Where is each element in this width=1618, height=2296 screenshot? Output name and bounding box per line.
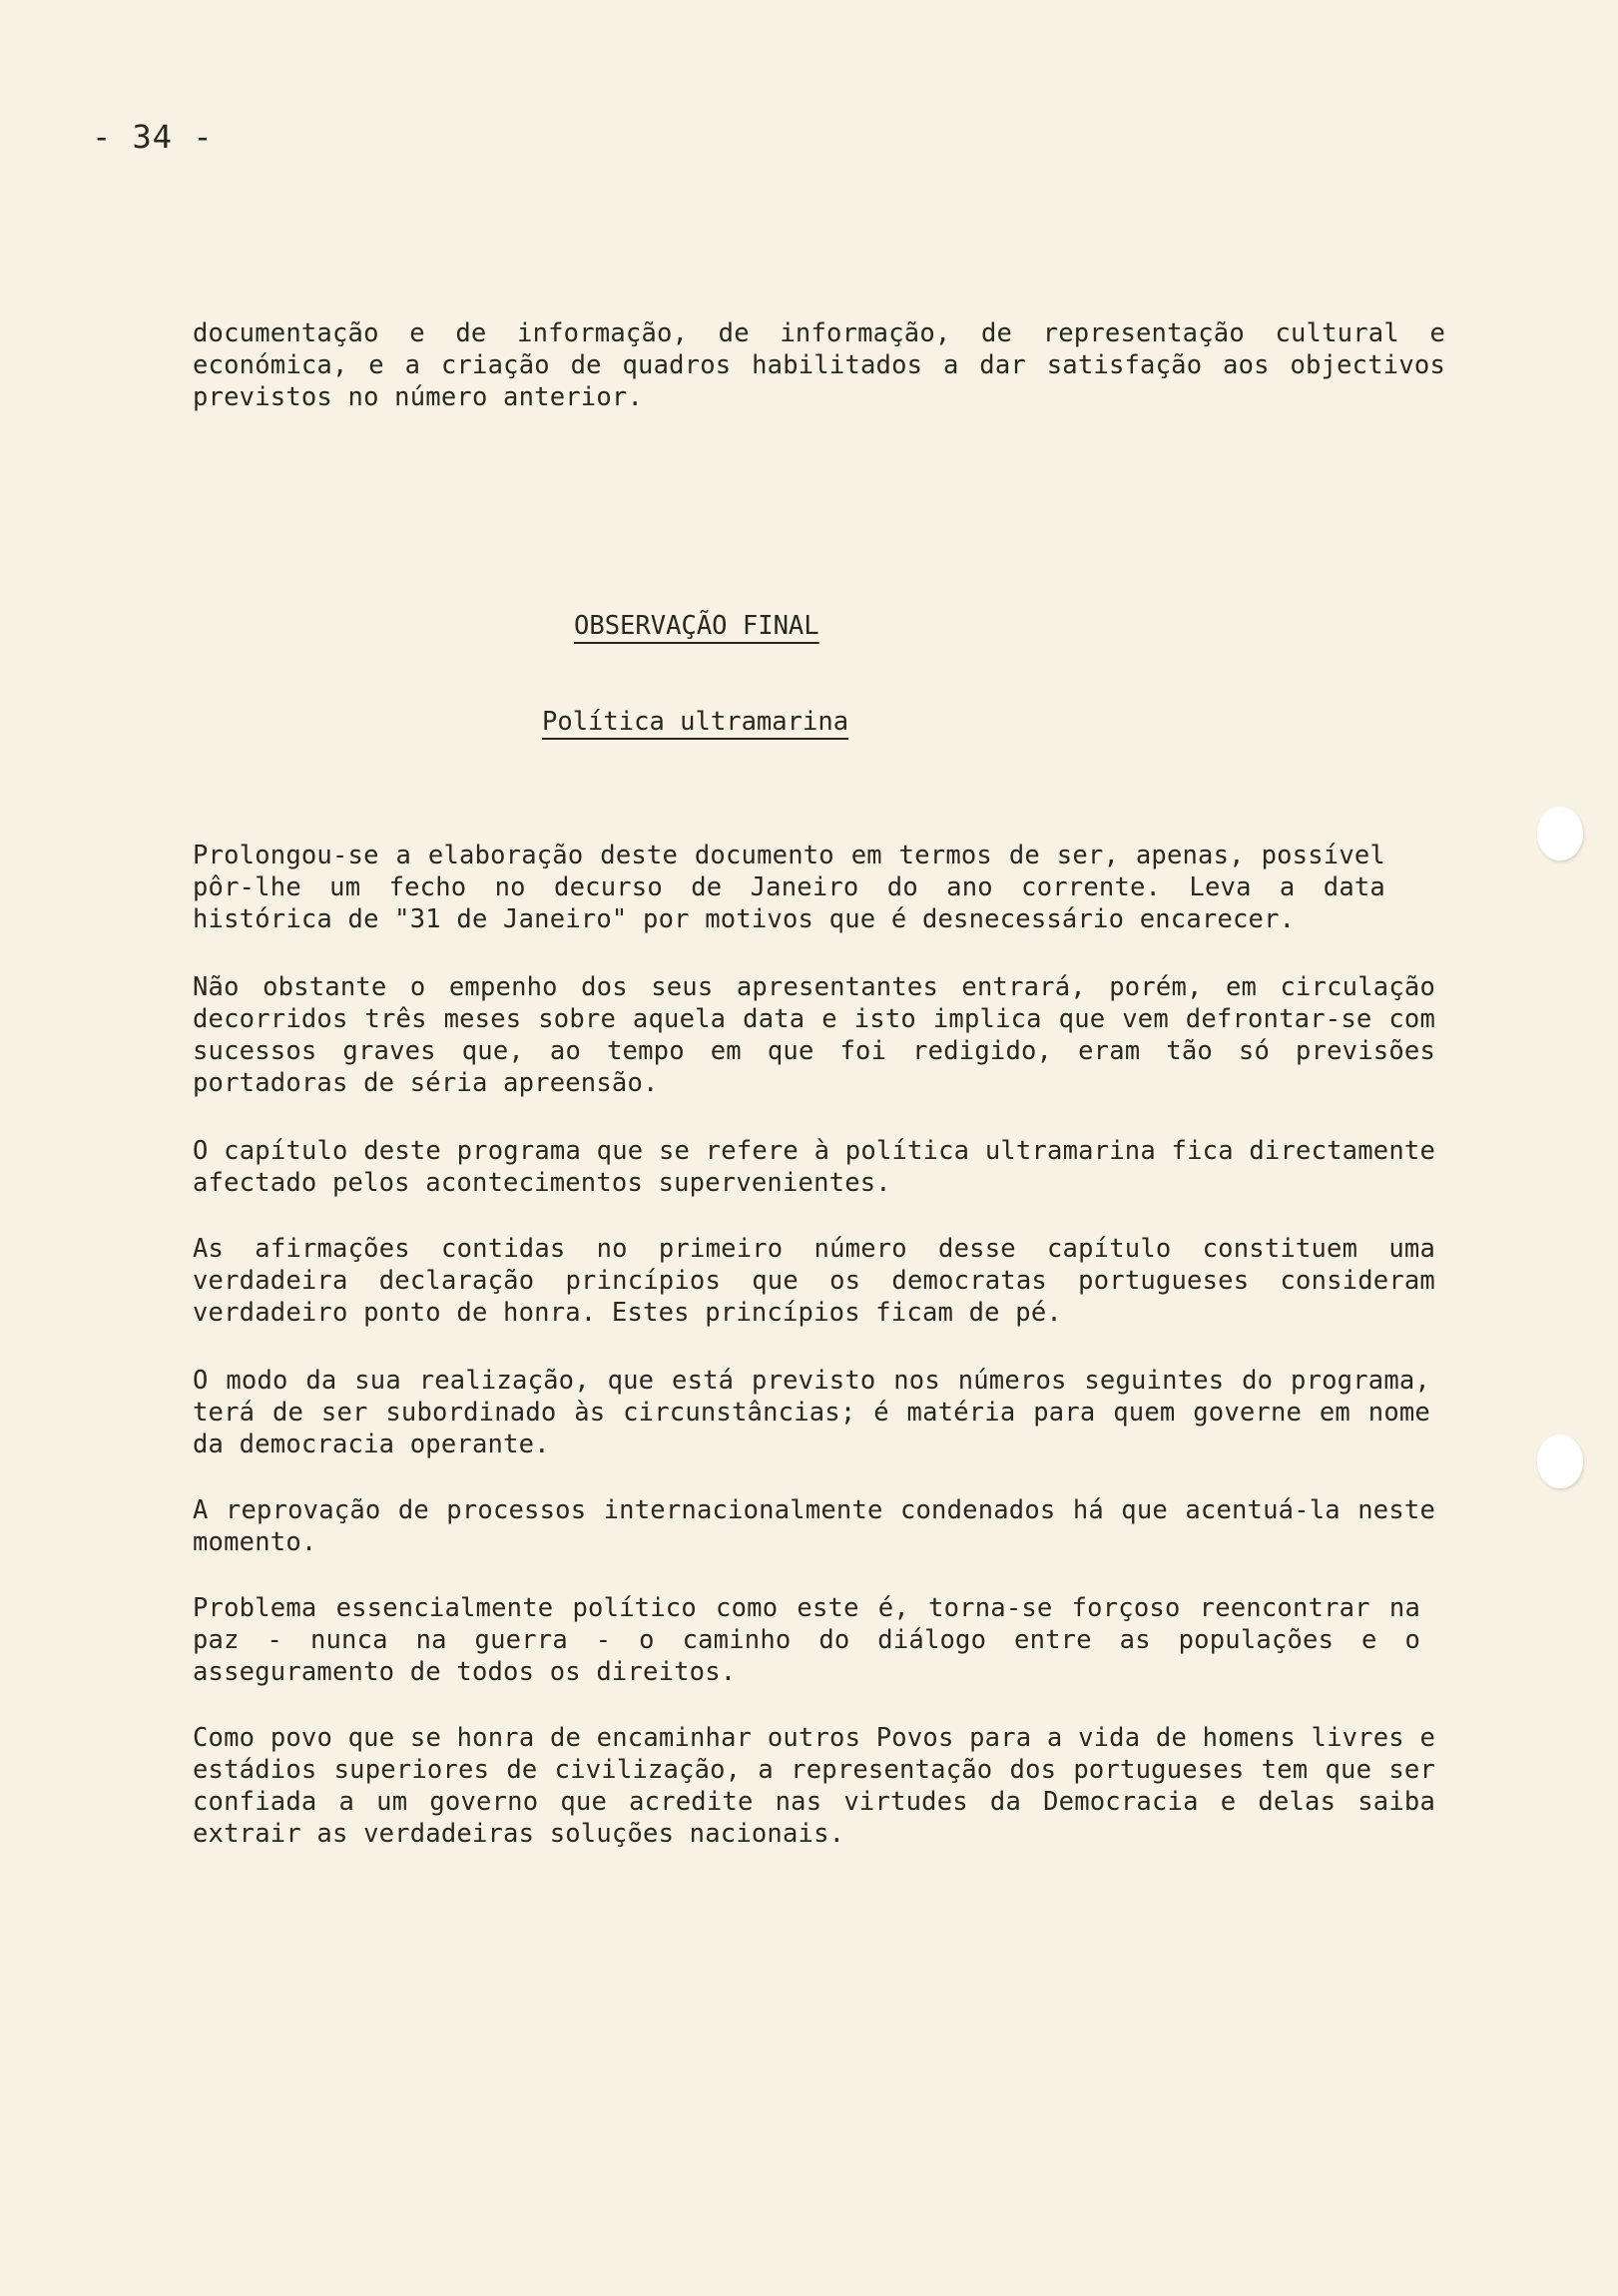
- paragraph-2: Não obstante o empenho dos seus apresentantes entrará, porém, em circulação decorridos três meses sobre aquela data e isto implica que vem defrontar-se com sucessos graves que, ao tempo em que foi redigido, eram tão só previsões portadoras de séria apreensão.: [193, 972, 1435, 1098]
- paragraph-5: O modo da sua realização, que está previsto nos números seguintes do programa, terá de ser subordinado às circunstâncias; é matéria para quem governe em nome da democracia operante.: [193, 1366, 1430, 1459]
- paragraph-6: A reprovação de processos internacionalmente condenados há que acentuá-la neste momento.: [193, 1495, 1435, 1557]
- section-title: OBSERVAÇÃO FINAL: [574, 611, 819, 641]
- paragraph-7: Problema essencialmente político como este é, torna-se forçoso reencontrar na paz - nunca na guerra - o caminho do diálogo entre as populações e o asseguramento de todos os direitos.: [193, 1593, 1420, 1687]
- subsection-title: Política ultramarina: [542, 707, 849, 737]
- paragraph-1: Prolongou-se a elaboração deste documento em termos de ser, apenas, possível pôr-lhe um fecho no decurso de Janeiro do ano corrente. Leva a data histórica de "31 de Janeiro" por motivos que é desnecessário encarecer.: [193, 841, 1385, 934]
- paragraph-8: Como povo que se honra de encaminhar outros Povos para a vida de homens livres e estádios superiores de civilização, a representação dos portugueses tem que ser confiada a um governo que acredite nas virtudes da Democracia e delas saiba extrair as verdadeiras soluções nacionais.: [193, 1723, 1435, 1849]
- punch-hole-top: [1537, 807, 1583, 861]
- page-number: - 34 -: [92, 118, 214, 156]
- intro-paragraph: documentação e de informação, de informação, de representação cultural e económica, e a criação de quadros habilitados a dar satisfação aos objectivos previstos no número anterior.: [193, 318, 1445, 412]
- paragraph-3: O capítulo deste programa que se refere à política ultramarina fica directamente afectado pelos acontecimentos supervenientes.: [193, 1136, 1435, 1198]
- paragraph-4: As afirmações contidas no primeiro número desse capítulo constituem uma verdadeira declaração princípios que os democratas portugueses consideram verdadeiro ponto de honra. Estes princípios ficam de pé.: [193, 1234, 1435, 1328]
- punch-hole-bottom: [1537, 1435, 1583, 1488]
